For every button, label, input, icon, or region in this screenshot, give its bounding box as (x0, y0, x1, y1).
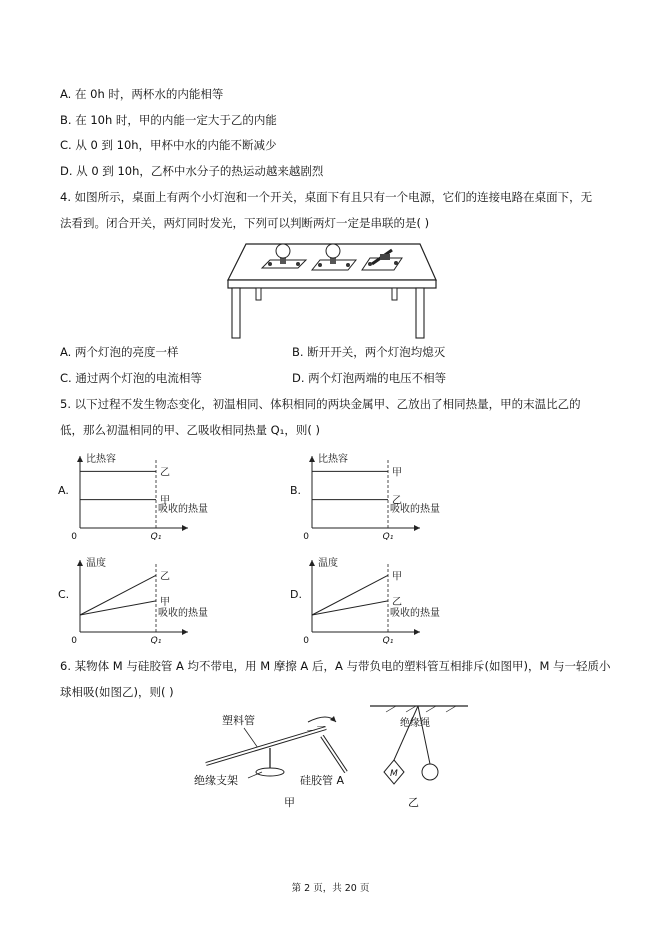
chart-c (58, 552, 238, 648)
x-tick-origin: 0 (71, 532, 77, 542)
y-axis-arrow (309, 560, 315, 566)
x-tick-origin: 0 (71, 636, 77, 646)
series-label-2: 甲 (160, 596, 170, 608)
y-axis-label: 比热容 (318, 454, 348, 465)
x-tick-origin: 0 (303, 532, 309, 542)
series-line-2 (312, 601, 388, 615)
light-ball-icon (422, 764, 438, 780)
figure-jia (188, 704, 358, 810)
chart-d (290, 552, 470, 648)
object-m-icon (384, 760, 404, 784)
x-tick-q1: Q₁ (150, 636, 162, 646)
panel-label: A. (58, 484, 69, 497)
label-insulated-stand: 绝缘支架 (194, 774, 238, 787)
q3-option-c: C. 从 0 到 10h，甲杯中水的内能不断减少 (60, 138, 277, 152)
x-axis-arrow (414, 629, 420, 635)
y-axis-label: 温度 (318, 558, 338, 569)
y-axis-arrow (77, 560, 83, 566)
x-axis-label: 吸收的热量 (390, 504, 440, 515)
q4-option-d: D. 两个灯泡两端的电压不相等 (292, 371, 447, 385)
y-axis-arrow (309, 456, 315, 462)
svg-text:M: M (390, 769, 398, 779)
panel-label: D. (290, 588, 302, 601)
label-plastic-tube: 塑料管 (222, 714, 255, 727)
series-line-2 (80, 601, 156, 615)
q4-option-c: C. 通过两个灯泡的电流相等 (60, 371, 202, 385)
q4-option-b: B. 断开开关，两个灯泡均熄灭 (292, 345, 446, 359)
series-line-1 (312, 575, 388, 615)
series-label-2: 甲 (160, 495, 170, 507)
x-axis-arrow (182, 629, 188, 635)
page-footer: 第 2 页，共 20 页 (291, 883, 370, 894)
x-tick-q1: Q₁ (382, 636, 394, 646)
caption-yi: 乙 (408, 796, 419, 809)
label-insulated-rope: 绝缘绳 (400, 718, 430, 729)
x-tick-q1: Q₁ (150, 532, 162, 542)
y-axis-arrow (77, 456, 83, 462)
caption-jia: 甲 (284, 796, 295, 809)
series-label-1: 甲 (392, 571, 402, 583)
panel-label: B. (290, 484, 302, 497)
q4-option-a: A. 两个灯泡的亮度一样 (60, 345, 179, 359)
series-line-1 (80, 575, 156, 615)
q6-stem-line1: 6. 某物体 M 与硅胶管 A 均不带电，用 M 摩擦 A 后，A 与带负电的塑料管互相排斥(如图甲)，M 与一轻质小 (60, 659, 611, 673)
y-axis-label: 比热容 (86, 454, 116, 465)
chart-b (290, 448, 470, 544)
series-label-1: 乙 (160, 467, 170, 479)
q5-stem-line1: 5. 以下过程不发生物态变化，初温相同、体积相同的两块金属甲、乙放出了相同热量，甲的末温比乙的 (60, 397, 581, 411)
y-axis-label: 温度 (86, 558, 106, 569)
svg-text:－: － (316, 722, 326, 733)
figure-yi (368, 704, 478, 810)
q3-option-d: D. 从 0 到 10h，乙杯中水分子的热运动越来越剧烈 (60, 164, 324, 178)
q5-stem-line2: 低，那么初温相同的甲、乙吸收相同热量 Q₁，则( ) (60, 423, 320, 437)
q3-option-b: B. 在 10h 时，甲的内能一定大于乙的内能 (60, 113, 277, 127)
x-tick-q1: Q₁ (382, 532, 394, 542)
x-axis-label: 吸收的热量 (158, 608, 208, 619)
x-tick-origin: 0 (303, 636, 309, 646)
x-axis-label: 吸收的热量 (158, 504, 208, 515)
q4-stem-line1: 4. 如图所示，桌面上有两个小灯泡和一个开关，桌面下有且只有一个电源，它们的连接电路在桌面下，无 (60, 190, 593, 204)
q4-stem-line2: 法看到。闭合开关，两灯同时发光，下列可以判断两灯一定是串联的是( ) (60, 216, 430, 230)
series-label-1: 乙 (160, 571, 170, 583)
series-label-1: 甲 (392, 467, 402, 479)
series-label-2: 乙 (392, 495, 402, 507)
series-label-2: 乙 (392, 596, 402, 608)
svg-text:－: － (306, 726, 316, 737)
panel-label: C. (58, 588, 70, 601)
table-figure (220, 236, 446, 344)
q6-stem-line2: 球相吸(如图乙)，则( ) (60, 685, 174, 699)
q3-option-a: A. 在 0h 时，两杯水的内能相等 (60, 87, 224, 101)
x-axis-arrow (414, 525, 420, 531)
x-axis-arrow (182, 525, 188, 531)
label-silicone-tube: 硅胶管 A (300, 774, 345, 787)
x-axis-label: 吸收的热量 (390, 608, 440, 619)
chart-a (58, 448, 238, 544)
